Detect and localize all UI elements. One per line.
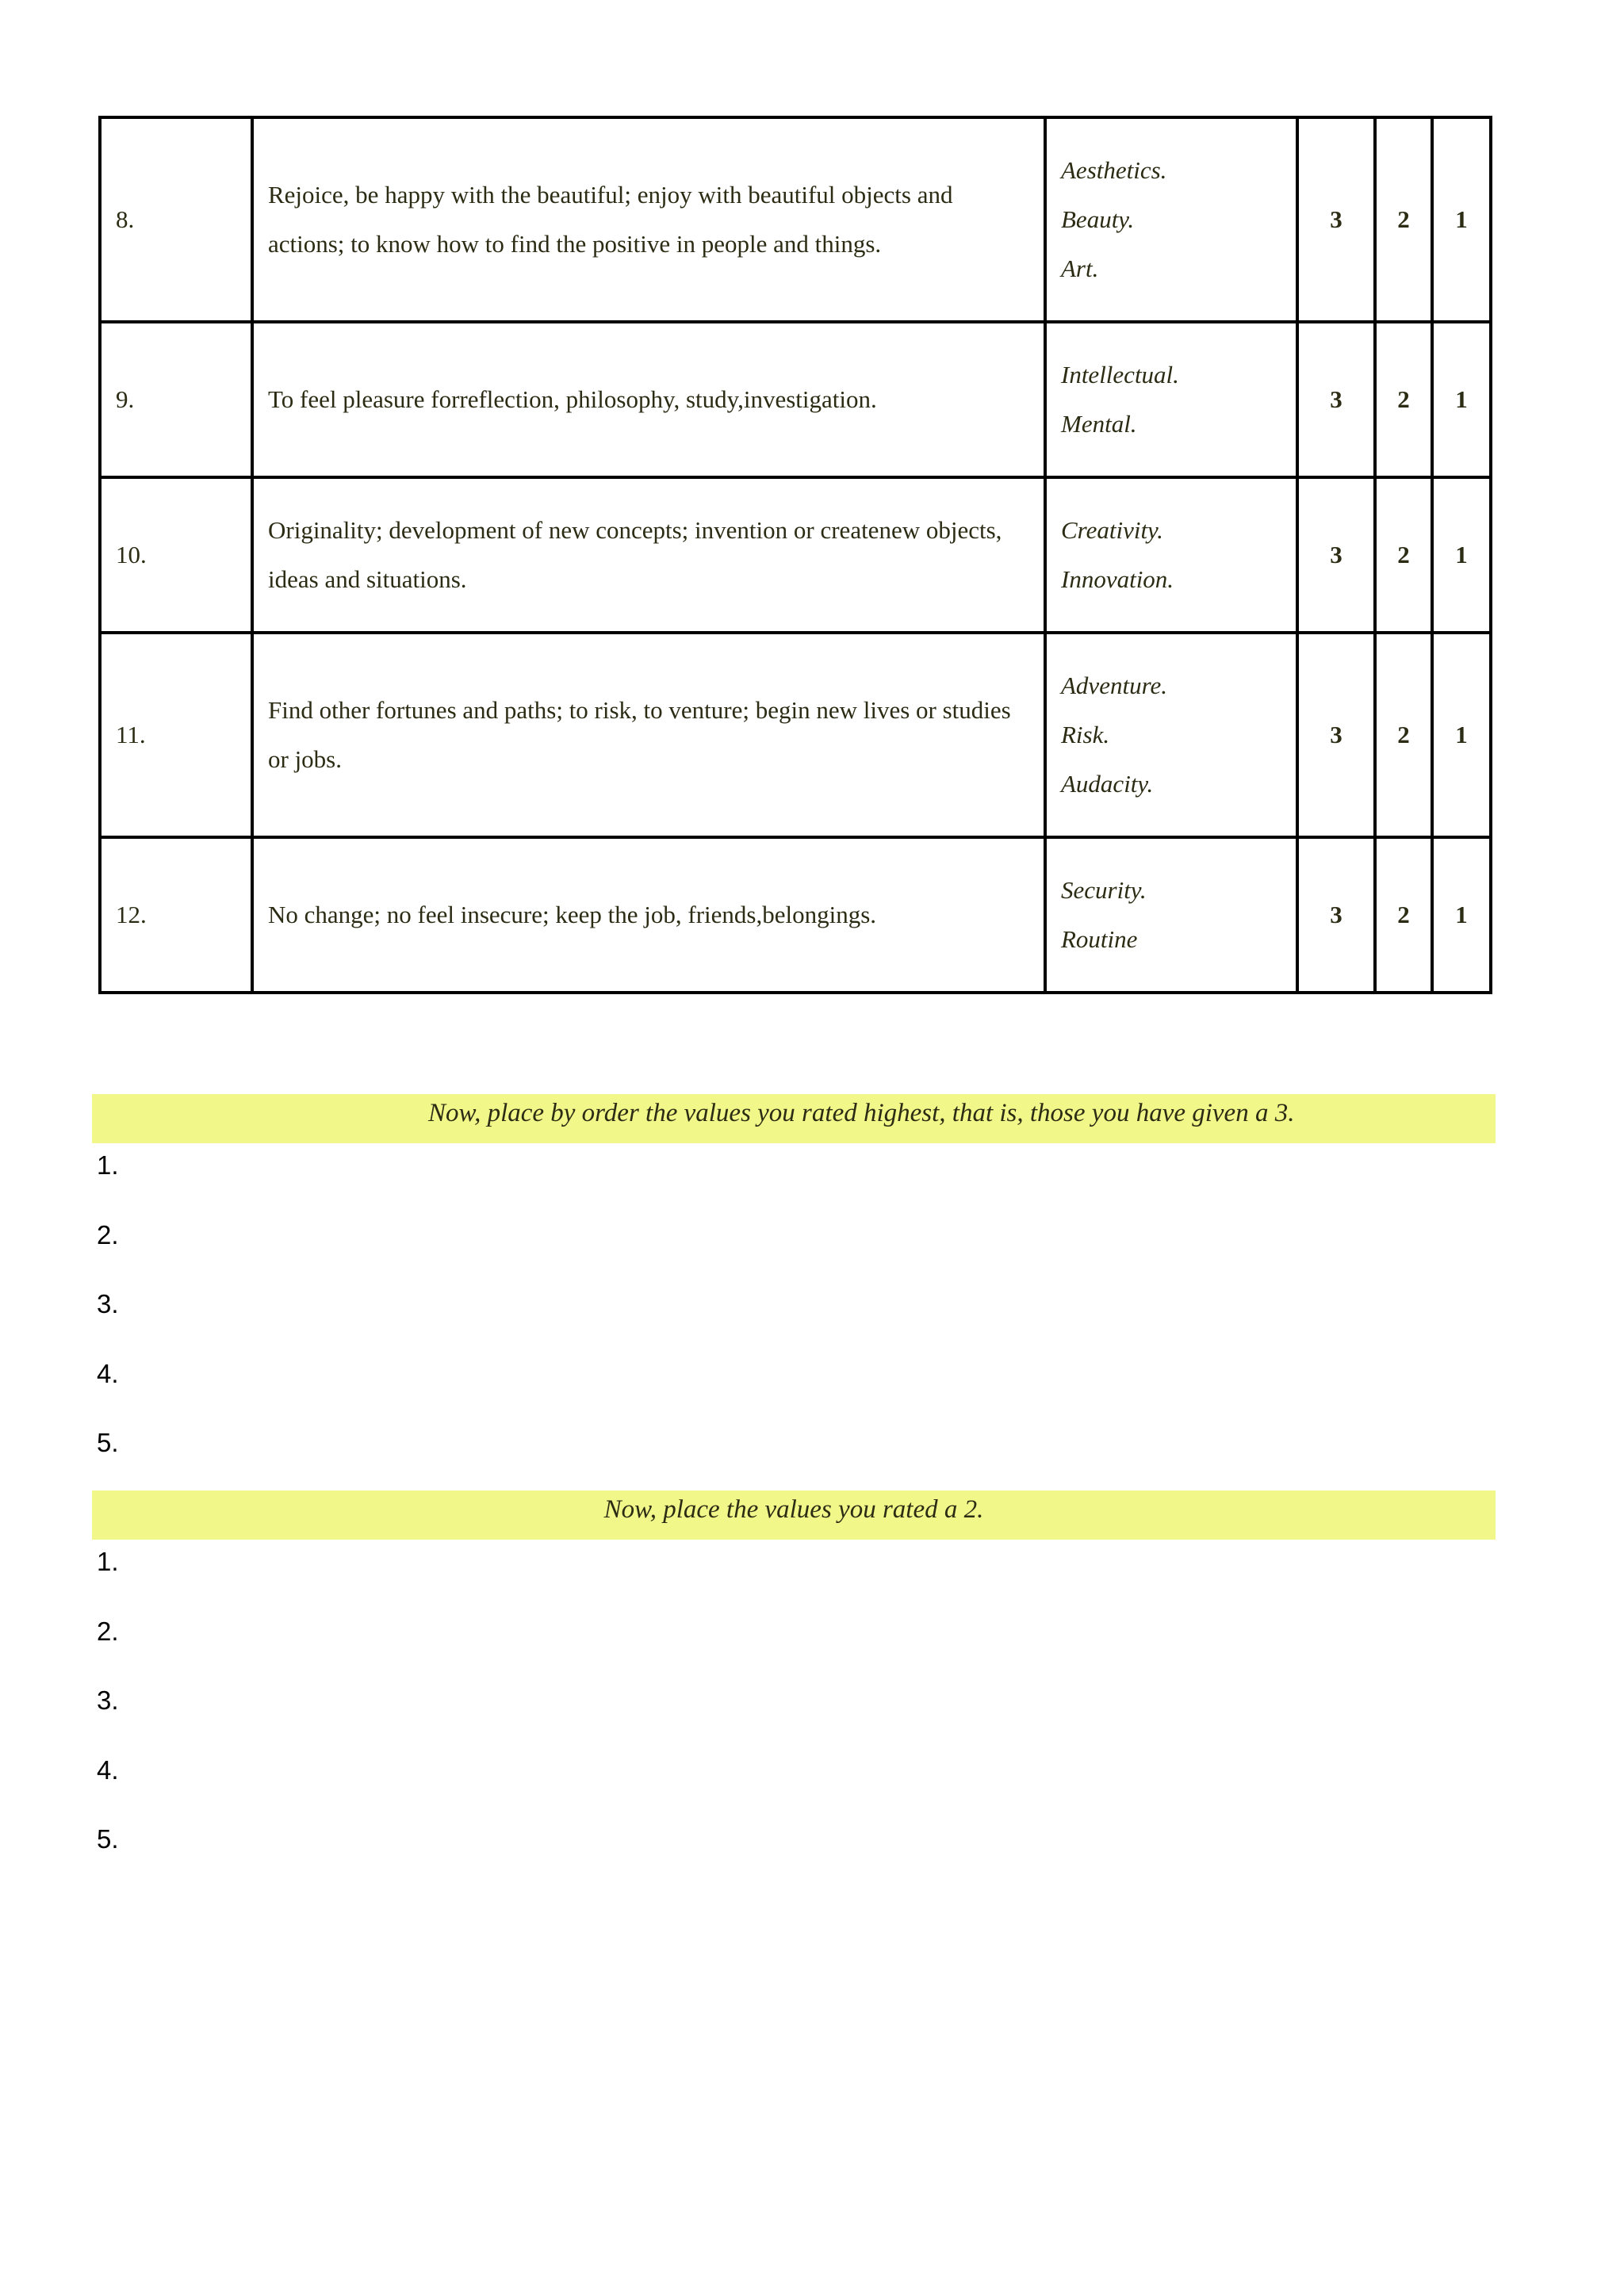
row-categories — [1045, 633, 1297, 837]
answer-line[interactable]: 5. — [97, 1428, 119, 1457]
rating-2[interactable]: 2 — [1375, 633, 1432, 837]
answer-line[interactable]: 4. — [97, 1755, 119, 1785]
answer-line[interactable]: 2. — [97, 1219, 119, 1249]
instruction-text: Now, place by order the values you rated highest, that is, those you have given a 3. — [428, 1099, 1295, 1127]
answer-line[interactable]: 1. — [97, 1547, 119, 1576]
category-label: Routine — [1061, 925, 1138, 953]
instruction-text: Now, place the values you rated a 2. — [603, 1495, 984, 1524]
category-label: Audacity. — [1061, 770, 1154, 798]
rating-3[interactable]: 3 — [1297, 837, 1375, 993]
rating-2[interactable]: 2 — [1375, 477, 1432, 633]
category-label: Risk. — [1061, 721, 1110, 748]
rating-1[interactable]: 1 — [1432, 322, 1491, 477]
answer-line[interactable]: 4. — [97, 1358, 119, 1388]
row-description: Rejoice, be happy with the beautiful; enjoy with beautiful objects and actions; to know how to find the positive in people and things. — [252, 117, 1045, 322]
row-categories — [1045, 117, 1297, 322]
answer-line[interactable]: 3. — [97, 1289, 119, 1318]
rating-1[interactable]: 1 — [1432, 477, 1491, 633]
row-categories — [1045, 322, 1297, 477]
category-label: Mental. — [1061, 410, 1137, 438]
category-label: Creativity. — [1061, 516, 1163, 544]
row-description: To feel pleasure forreflection, philosophy, study,investigation. — [252, 322, 1045, 477]
row-number: 10. — [100, 477, 252, 633]
category-label: Adventure. — [1061, 672, 1167, 699]
rating-3[interactable]: 3 — [1297, 477, 1375, 633]
answer-line[interactable]: 5. — [97, 1824, 119, 1854]
row-number: 8. — [100, 117, 252, 322]
category-label: Art. — [1061, 254, 1099, 282]
rating-2[interactable]: 2 — [1375, 322, 1432, 477]
row-description: Find other fortunes and paths; to risk, to venture; begin new lives or studies or jobs. — [252, 633, 1045, 837]
row-description: Originality; development of new concepts; invention or createnew objects, ideas and situations. — [252, 477, 1045, 633]
rating-3[interactable]: 3 — [1297, 322, 1375, 477]
category-label: Security. — [1061, 876, 1147, 904]
table-row — [100, 117, 1491, 322]
category-label: Aesthetics. — [1061, 156, 1167, 184]
answer-line[interactable]: 1. — [97, 1150, 119, 1180]
rating-1[interactable]: 1 — [1432, 837, 1491, 993]
category-label: Innovation. — [1061, 565, 1174, 593]
instruction-banner-second — [92, 1490, 1496, 1540]
row-description: No change; no feel insecure; keep the job, friends,belongings. — [252, 837, 1045, 993]
table-row — [100, 633, 1491, 837]
answer-line[interactable]: 3. — [97, 1686, 119, 1715]
row-categories — [1045, 477, 1297, 633]
row-categories — [1045, 837, 1297, 993]
rating-2[interactable]: 2 — [1375, 117, 1432, 322]
table-row — [100, 477, 1491, 633]
answer-list-second — [97, 1536, 119, 1884]
rating-1[interactable]: 1 — [1432, 633, 1491, 837]
row-number: 12. — [100, 837, 252, 993]
answer-list-highest — [97, 1140, 119, 1487]
category-label: Intellectual. — [1061, 361, 1179, 388]
table-row — [100, 837, 1491, 993]
row-number: 11. — [100, 633, 252, 837]
table-row — [100, 322, 1491, 477]
rating-3[interactable]: 3 — [1297, 117, 1375, 322]
rating-3[interactable]: 3 — [1297, 633, 1375, 837]
instruction-banner-highest — [92, 1094, 1496, 1143]
rating-1[interactable]: 1 — [1432, 117, 1491, 322]
rating-2[interactable]: 2 — [1375, 837, 1432, 993]
category-label: Beauty. — [1061, 205, 1135, 233]
answer-line[interactable]: 2. — [97, 1616, 119, 1646]
row-number: 9. — [100, 322, 252, 477]
values-table — [98, 116, 1492, 994]
